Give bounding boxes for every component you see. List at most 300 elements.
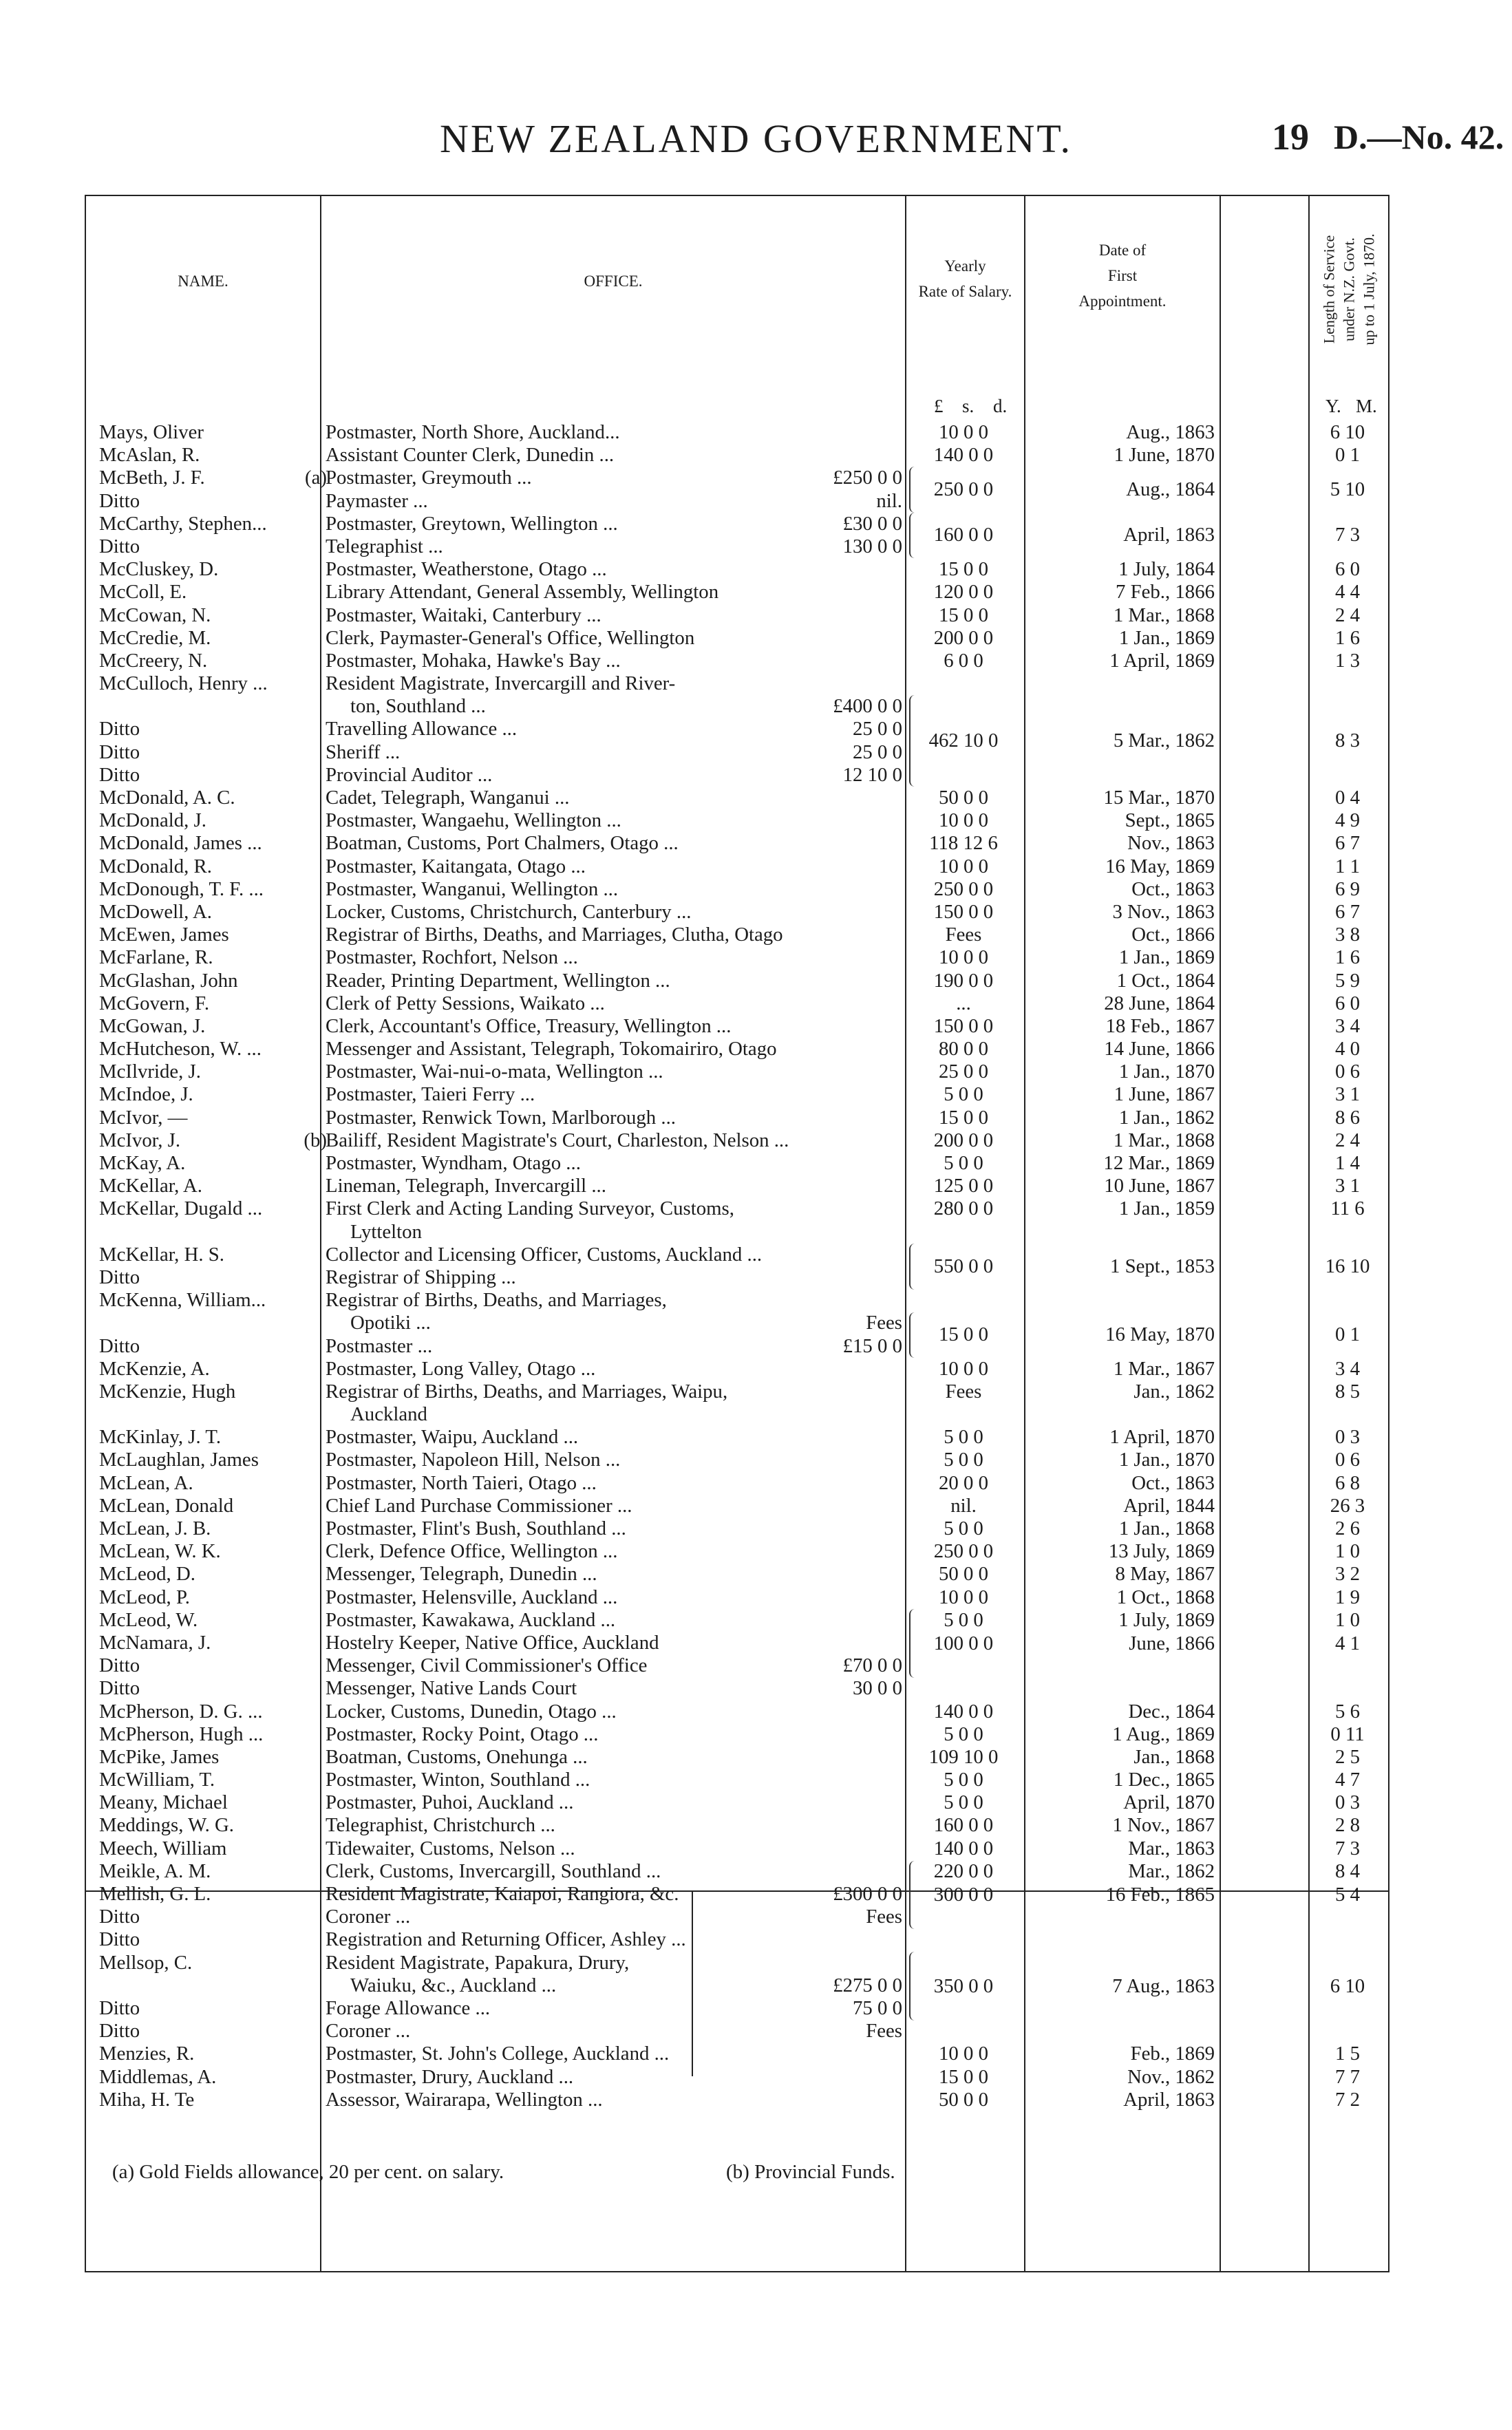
row-length-of-service: 3 1 <box>1335 1083 1360 1106</box>
row-name: McKellar, A. <box>99 1175 202 1197</box>
table-row <box>86 1814 1391 1837</box>
table-row <box>86 1358 1391 1381</box>
table-row <box>86 1997 1391 2020</box>
header-date-line2: First <box>1107 267 1138 284</box>
row-office: Tidewaiter, Customs, Nelson ... <box>326 1837 575 1859</box>
row-office: Postmaster, Kaitangata, Otago ... <box>326 855 586 877</box>
table-row <box>86 421 1391 444</box>
table-row <box>86 1083 1391 1106</box>
table-row <box>86 946 1391 969</box>
row-office: Library Attendant, General Assembly, Wellington <box>326 581 719 604</box>
row-appointment-date: 8 May, 1867 <box>1115 1563 1215 1586</box>
group-length-of-service: 4 1 <box>1335 1632 1360 1654</box>
row-office: Lyttelton <box>350 1220 422 1243</box>
row-appointment-date: 1 Jan., 1869 <box>1118 626 1215 649</box>
row-salary: 118 12 6 <box>929 832 998 855</box>
row-name: Ditto <box>99 1906 140 1928</box>
row-length-of-service: 7 3 <box>1335 1837 1360 1859</box>
row-name: Meany, Michael <box>99 1791 228 1814</box>
row-length-of-service: 1 6 <box>1335 626 1360 649</box>
row-office: Cadet, Telegraph, Wanganui ... <box>326 787 570 809</box>
row-appointment-date: 1 Jan., 1869 <box>1118 946 1215 969</box>
row-office: Postmaster, Greytown, Wellington ... <box>326 512 618 535</box>
row-name: McKellar, H. S. <box>99 1243 224 1266</box>
row-appointment-date: 1 June, 1870 <box>1114 444 1215 467</box>
group-salary: 350 0 0 <box>933 1974 994 1997</box>
row-name: McDowell, A. <box>99 900 212 923</box>
table-row <box>86 1289 1391 1312</box>
row-salary: 80 0 0 <box>939 1038 988 1061</box>
row-office: Postmaster, Kawakawa, Auckland ... <box>326 1608 616 1631</box>
row-office: Messenger, Civil Commissioner's Office <box>326 1654 648 1677</box>
staff-table <box>85 195 1389 2272</box>
table-row <box>86 1517 1391 1540</box>
group-salary: 160 0 0 <box>933 524 994 546</box>
header-length <box>1310 203 1388 375</box>
row-salary: 200 0 0 <box>933 1129 994 1151</box>
row-name: Mellsop, C. <box>99 1951 193 1974</box>
table-row <box>86 970 1391 992</box>
group-appointment-date: 16 May, 1870 <box>1105 1323 1215 1346</box>
row-appointment-date: 1 Nov., 1867 <box>1112 1814 1215 1837</box>
row-name: McKinlay, J. T. <box>99 1426 222 1449</box>
row-name: McCulloch, Henry ... <box>99 672 268 695</box>
row-appointment-date: 1 Jan., 1862 <box>1118 1106 1215 1129</box>
header-length-line1: Length of Service <box>1320 235 1338 343</box>
document-reference: D.—No. 42. <box>1334 118 1504 156</box>
group-salary: 462 10 0 <box>928 729 999 752</box>
header-salary <box>906 253 1024 304</box>
table-body <box>86 421 1391 2111</box>
row-salary: 20 0 0 <box>939 1471 988 1494</box>
row-appointment-date: 10 June, 1867 <box>1104 1175 1215 1197</box>
table-row <box>86 1495 1391 1517</box>
brace-glyph <box>909 1244 915 1289</box>
row-office: Postmaster, Greymouth ... <box>326 467 532 489</box>
group-appointment-date: June, 1866 <box>1129 1632 1215 1654</box>
row-name: McLean, A. <box>99 1471 193 1494</box>
row-office: Postmaster, Wanganui, Wellington ... <box>326 877 619 900</box>
table-row <box>86 1381 1391 1403</box>
row-name: McCreery, N. <box>99 649 208 672</box>
row-name: McKenzie, A. <box>99 1357 210 1380</box>
row-salary: 50 0 0 <box>939 2088 988 2111</box>
row-length-of-service: 5 6 <box>1335 1700 1360 1723</box>
row-appointment-date: 14 June, 1866 <box>1104 1038 1215 1061</box>
row-name: Ditto <box>99 1677 140 1700</box>
row-office: Clerk, Paymaster-General's Office, Wellington <box>326 626 695 649</box>
row-appointment-date: 1 Mar., 1867 <box>1113 1357 1215 1380</box>
row-salary: 109 10 0 <box>928 1745 999 1768</box>
row-name: Meech, William <box>99 1837 227 1859</box>
row-office: Clerk, Defence Office, Wellington ... <box>326 1540 618 1563</box>
row-salary: 280 0 0 <box>933 1197 994 1220</box>
table-row <box>86 1837 1391 1860</box>
row-office: Postmaster, Winton, Southland ... <box>326 1769 590 1791</box>
row-part-salary: 30 0 0 <box>853 1677 902 1700</box>
row-length-of-service: 3 1 <box>1335 1175 1360 1197</box>
group-length-of-service: 5 4 <box>1335 1883 1360 1906</box>
row-office: Collector and Licensing Officer, Customs, Auckland ... <box>326 1243 763 1266</box>
row-salary: Fees <box>945 1380 982 1403</box>
table-row <box>86 1723 1391 1746</box>
row-appointment-date: 1 Mar., 1868 <box>1113 604 1215 626</box>
row-salary: 120 0 0 <box>933 581 994 604</box>
row-salary: 50 0 0 <box>939 787 988 809</box>
row-salary: 5 0 0 <box>944 1723 983 1745</box>
row-office: Postmaster, Waitaki, Canterbury ... <box>326 604 601 626</box>
table-row <box>86 1928 1391 1951</box>
group-length-of-service: 7 3 <box>1335 524 1360 546</box>
row-office: Coroner ... <box>326 1906 411 1928</box>
group-salary: 550 0 0 <box>933 1255 994 1277</box>
row-appointment-date: Mar., 1862 <box>1128 1859 1215 1882</box>
header-length-line3: up to 1 July, 1870. <box>1360 233 1378 345</box>
row-name: Ditto <box>99 1266 140 1288</box>
row-name: McDonald, R. <box>99 855 212 877</box>
row-name: Mays, Oliver <box>99 421 204 443</box>
row-salary: 220 0 0 <box>933 1859 994 1882</box>
table-row <box>86 855 1391 878</box>
row-appointment-date: April, 1844 <box>1123 1494 1215 1517</box>
row-appointment-date: 1 Dec., 1865 <box>1113 1769 1215 1791</box>
table-row <box>86 924 1391 946</box>
row-name: McEwen, James <box>99 924 229 946</box>
row-appointment-date: 1 Jan., 1870 <box>1118 1061 1215 1083</box>
row-appointment-date: April, 1870 <box>1123 1791 1215 1814</box>
row-salary: 125 0 0 <box>933 1175 994 1197</box>
row-length-of-service: 8 5 <box>1335 1380 1360 1403</box>
row-salary: 190 0 0 <box>933 969 994 992</box>
table-row <box>86 581 1391 604</box>
row-part-salary: 130 0 0 <box>842 535 902 557</box>
row-name: McLeod, D. <box>99 1563 195 1586</box>
table-row <box>86 1540 1391 1563</box>
row-name: McFarlane, R. <box>99 946 213 969</box>
row-part-salary: £15 0 0 <box>842 1334 902 1357</box>
row-length-of-service: 2 4 <box>1335 1129 1360 1151</box>
row-name: Meikle, A. M. <box>99 1859 211 1882</box>
row-length-of-service: 0 3 <box>1335 1426 1360 1449</box>
row-office: Assessor, Wairarapa, Wellington ... <box>326 2088 603 2111</box>
table-row <box>86 1609 1391 1632</box>
row-appointment-date: 1 Jan., 1870 <box>1118 1449 1215 1471</box>
header-date-line3: Appointment. <box>1078 292 1167 310</box>
row-appointment-date: Feb., 1869 <box>1130 2043 1215 2065</box>
table-row <box>86 1426 1391 1449</box>
row-salary: 10 0 0 <box>939 2043 988 2065</box>
row-name: McKellar, Dugald ... <box>99 1197 263 1220</box>
row-salary: 5 0 0 <box>944 1517 983 1539</box>
row-appointment-date: 1 July, 1869 <box>1118 1608 1215 1631</box>
row-length-of-service: 6 10 <box>1330 421 1365 443</box>
unit-years: Y. <box>1325 396 1341 416</box>
row-appointment-date: 12 Mar., 1869 <box>1103 1152 1215 1174</box>
group-appointment-date: 1 Sept., 1853 <box>1110 1255 1215 1277</box>
row-name: McKay, A. <box>99 1152 186 1174</box>
table-row <box>86 1107 1391 1129</box>
row-office: Telegraphist ... <box>326 535 443 557</box>
unit-pence: d. <box>993 396 1008 416</box>
row-salary: 25 0 0 <box>939 1061 988 1083</box>
table-row <box>86 1221 1391 1244</box>
row-appointment-date: Nov., 1863 <box>1127 832 1215 855</box>
row-appointment-date: Oct., 1863 <box>1131 877 1215 900</box>
row-length-of-service: 4 4 <box>1335 581 1360 604</box>
row-length-of-service: 0 3 <box>1335 1791 1360 1814</box>
row-part-salary: 25 0 0 <box>853 740 902 763</box>
row-salary: 250 0 0 <box>933 877 994 900</box>
row-office: Telegraphist, Christchurch ... <box>326 1814 555 1837</box>
row-name: McLean, Donald <box>99 1494 234 1517</box>
row-name: McPherson, Hugh ... <box>99 1723 264 1745</box>
row-salary: 5 0 0 <box>944 1083 983 1106</box>
row-salary: 150 0 0 <box>933 900 994 923</box>
row-office: Boatman, Customs, Onehunga ... <box>326 1745 588 1768</box>
unit-pounds: £ <box>934 396 944 416</box>
table-row <box>86 901 1391 924</box>
header-date-line1: Date of <box>1098 242 1147 259</box>
table-row <box>86 1906 1391 1928</box>
row-appointment-date: 1 Aug., 1869 <box>1112 1723 1215 1745</box>
row-length-of-service: 1 4 <box>1335 1152 1360 1174</box>
row-name: McGowan, J. <box>99 1014 206 1037</box>
row-appointment-date: 15 Mar., 1870 <box>1103 787 1215 809</box>
row-salary: 15 0 0 <box>939 558 988 581</box>
table-row <box>86 1152 1391 1175</box>
row-length-of-service: 4 7 <box>1335 1769 1360 1791</box>
row-salary: 5 0 0 <box>944 1769 983 1791</box>
row-salary: ... <box>956 992 971 1014</box>
row-office: Messenger, Native Lands Court <box>326 1677 577 1700</box>
row-name: McKenzie, Hugh <box>99 1380 236 1403</box>
row-name: Ditto <box>99 763 140 786</box>
row-appointment-date: 1 June, 1867 <box>1114 1083 1215 1106</box>
group-appointment-date: 7 Aug., 1863 <box>1112 1974 1215 1997</box>
group-appointment-date: April, 1863 <box>1123 524 1215 546</box>
row-salary: Fees <box>945 924 982 946</box>
table-row <box>86 1586 1391 1609</box>
row-length-of-service: 6 7 <box>1335 832 1360 855</box>
page-title: NEW ZEALAND GOVERNMENT. <box>439 116 1072 161</box>
header-date <box>1025 237 1220 314</box>
row-salary: nil. <box>950 1494 977 1517</box>
row-name: McDonald, James ... <box>99 832 262 855</box>
row-name: McNamara, J. <box>99 1631 211 1654</box>
row-length-of-service: 3 2 <box>1335 1563 1360 1586</box>
row-appointment-date: April, 1863 <box>1123 2088 1215 2111</box>
row-salary: 6 0 0 <box>944 649 983 672</box>
row-length-of-service: 1 3 <box>1335 649 1360 672</box>
row-salary: 5 0 0 <box>944 1449 983 1471</box>
row-length-of-service: 3 4 <box>1335 1014 1360 1037</box>
group-appointment-date: 16 Feb., 1865 <box>1105 1883 1215 1906</box>
row-length-of-service: 8 4 <box>1335 1859 1360 1882</box>
row-office: Registrar of Births, Deaths, and Marriages, Waipu, <box>326 1380 728 1403</box>
row-part-salary: 75 0 0 <box>853 1996 902 2019</box>
row-office: Auckland <box>350 1403 427 1426</box>
row-office: Postmaster, Rochfort, Nelson ... <box>326 946 578 969</box>
row-length-of-service: 3 4 <box>1335 1357 1360 1380</box>
row-length-of-service: 6 7 <box>1335 900 1360 923</box>
row-salary: 5 0 0 <box>944 1791 983 1814</box>
group-salary: 100 0 0 <box>933 1632 994 1654</box>
row-length-of-service: 0 4 <box>1335 787 1360 809</box>
row-length-of-service: 5 9 <box>1335 969 1360 992</box>
row-length-of-service: 2 6 <box>1335 1517 1360 1539</box>
row-part-salary: Fees <box>866 2020 902 2043</box>
row-length-of-service: 26 3 <box>1330 1494 1365 1517</box>
row-office: Registration and Returning Officer, Ashley ... <box>326 1928 686 1951</box>
row-name: Ditto <box>99 1334 140 1357</box>
row-salary: 15 0 0 <box>939 2065 988 2088</box>
row-length-of-service: 2 5 <box>1335 1745 1360 1768</box>
group-salary: 15 0 0 <box>939 1323 988 1346</box>
row-note: (b) <box>304 1129 327 1151</box>
row-length-of-service: 2 4 <box>1335 604 1360 626</box>
table-row <box>86 2089 1391 2111</box>
row-appointment-date: Aug., 1863 <box>1126 421 1215 443</box>
row-length-of-service: 6 9 <box>1335 877 1360 900</box>
row-part-salary: 12 10 0 <box>842 763 902 786</box>
row-name: McDonough, T. F. ... <box>99 877 264 900</box>
row-name: Ditto <box>99 2020 140 2043</box>
row-length-of-service: 3 8 <box>1335 924 1360 946</box>
group-appointment-date: Aug., 1864 <box>1126 478 1215 500</box>
row-name: McGovern, F. <box>99 992 210 1014</box>
table-row <box>86 809 1391 832</box>
row-office: Postmaster, Puhoi, Auckland ... <box>326 1791 574 1814</box>
table-row <box>86 832 1391 855</box>
row-appointment-date: Nov., 1862 <box>1127 2065 1215 2088</box>
row-appointment-date: 1 Jan., 1868 <box>1118 1517 1215 1539</box>
row-part-salary: 25 0 0 <box>853 718 902 740</box>
row-appointment-date: 1 April, 1870 <box>1109 1426 1215 1449</box>
row-office: ton, Southland ... <box>350 695 486 718</box>
row-office: Messenger, Telegraph, Dunedin ... <box>326 1563 597 1586</box>
page-number: 19 <box>1272 116 1309 158</box>
row-name: McKenna, William... <box>99 1289 266 1312</box>
row-name: McPherson, D. G. ... <box>99 1700 263 1723</box>
row-part-salary: £70 0 0 <box>842 1654 902 1677</box>
row-office: Boatman, Customs, Port Chalmers, Otago ... <box>326 832 679 855</box>
row-name: Menzies, R. <box>99 2043 195 2065</box>
footnote-a: (a) Gold Fields allowance, 20 per cent. on salary. <box>112 2161 504 2183</box>
row-office: Paymaster ... <box>326 489 428 512</box>
row-office: Assistant Counter Clerk, Dunedin ... <box>326 444 615 467</box>
row-length-of-service: 4 0 <box>1335 1038 1360 1061</box>
row-office: Clerk, Accountant's Office, Treasury, Wellington ... <box>326 1014 732 1037</box>
row-name: McLean, W. K. <box>99 1540 221 1563</box>
row-name: McHutcheson, W. ... <box>99 1038 262 1061</box>
row-appointment-date: 1 Oct., 1864 <box>1116 969 1215 992</box>
row-office: Postmaster, Helensville, Auckland ... <box>326 1586 618 1608</box>
row-name: Ditto <box>99 1996 140 2019</box>
row-name: Middlemas, A. <box>99 2065 217 2088</box>
row-office: Waiuku, &c., Auckland ... <box>350 1974 557 1996</box>
row-office: Resident Magistrate, Kaiapoi, Rangiora, &c. <box>326 1883 679 1905</box>
row-name: McDonald, J. <box>99 809 206 832</box>
row-office: Travelling Allowance ... <box>326 718 518 740</box>
group-appointment-date: 5 Mar., 1862 <box>1113 729 1215 752</box>
row-office: Postmaster, Long Valley, Otago ... <box>326 1357 596 1380</box>
row-salary: 10 0 0 <box>939 809 988 832</box>
row-part-salary: £250 0 0 <box>833 467 902 489</box>
brace-glyph <box>909 467 915 512</box>
row-office: Postmaster, North Taieri, Otago ... <box>326 1471 597 1494</box>
row-name: Ditto <box>99 489 140 512</box>
table-row <box>86 1472 1391 1495</box>
table-row <box>86 1746 1391 1769</box>
table-row <box>86 1563 1391 1586</box>
row-office: Postmaster, Wai-nui-o-mata, Wellington ... <box>326 1061 663 1083</box>
row-length-of-service: 1 1 <box>1335 855 1360 877</box>
row-length-of-service: 4 9 <box>1335 809 1360 832</box>
brace-glyph <box>909 1609 915 1678</box>
row-office: Locker, Customs, Christchurch, Canterbury ... <box>326 900 692 923</box>
row-name: McPike, James <box>99 1745 220 1768</box>
row-name: Meddings, W. G. <box>99 1814 234 1837</box>
row-office: Postmaster ... <box>326 1334 433 1357</box>
row-name: McAslan, R. <box>99 444 200 467</box>
row-office: Postmaster, Wyndham, Otago ... <box>326 1152 581 1174</box>
header-salary-line1: Yearly <box>944 257 986 275</box>
row-appointment-date: 1 Oct., 1868 <box>1116 1586 1215 1608</box>
row-part-salary: Fees <box>866 1906 902 1928</box>
row-office: Postmaster, Wangaehu, Wellington ... <box>326 809 621 832</box>
table-row <box>86 764 1391 787</box>
row-salary: 10 0 0 <box>939 946 988 969</box>
row-length-of-service: 1 9 <box>1335 1586 1360 1608</box>
row-salary: 10 0 0 <box>939 1357 988 1380</box>
row-name: McBeth, J. F. <box>99 467 205 489</box>
group-length-of-service: 6 10 <box>1330 1974 1365 1997</box>
row-name: McIvor, J. <box>99 1129 181 1151</box>
row-part-salary: £300 0 0 <box>833 1883 902 1905</box>
row-name: Ditto <box>99 718 140 740</box>
footnote-b: (b) Provincial Funds. <box>726 2161 895 2183</box>
row-length-of-service: 2 8 <box>1335 1814 1360 1837</box>
row-name: McLeod, W. <box>99 1608 198 1631</box>
row-appointment-date: Sept., 1865 <box>1125 809 1215 832</box>
table-row <box>86 1061 1391 1083</box>
row-office: Postmaster, St. John's College, Auckland ... <box>326 2043 670 2065</box>
table-row <box>86 1952 1391 1974</box>
row-length-of-service: 11 6 <box>1330 1197 1365 1220</box>
row-appointment-date: Mar., 1863 <box>1128 1837 1215 1859</box>
row-office: Postmaster, Renwick Town, Marlborough ... <box>326 1106 676 1129</box>
row-office: Resident Magistrate, Papakura, Drury, <box>326 1951 630 1974</box>
unit-shillings: s. <box>962 396 975 416</box>
row-name: McIndoe, J. <box>99 1083 193 1106</box>
row-office: Clerk of Petty Sessions, Waikato ... <box>326 992 605 1014</box>
row-salary: 140 0 0 <box>933 1837 994 1859</box>
row-salary: 200 0 0 <box>933 626 994 649</box>
brace-glyph <box>909 1952 915 2021</box>
row-length-of-service: 0 1 <box>1335 444 1360 467</box>
brace-glyph <box>909 1861 915 1930</box>
row-appointment-date: 18 Feb., 1867 <box>1105 1014 1215 1037</box>
header-name: NAME. <box>178 273 228 290</box>
group-length-of-service: 0 1 <box>1335 1323 1360 1346</box>
row-office: Messenger and Assistant, Telegraph, Tokomairiro, Otago <box>326 1038 777 1061</box>
row-appointment-date: 28 June, 1864 <box>1104 992 1215 1014</box>
row-office: Postmaster, Rocky Point, Otago ... <box>326 1723 599 1745</box>
row-office: Postmaster, North Shore, Auckland... <box>326 421 620 443</box>
group-length-of-service: 16 10 <box>1325 1255 1370 1277</box>
row-office: Postmaster, Waipu, Auckland ... <box>326 1426 579 1449</box>
table-row <box>86 1038 1391 1061</box>
